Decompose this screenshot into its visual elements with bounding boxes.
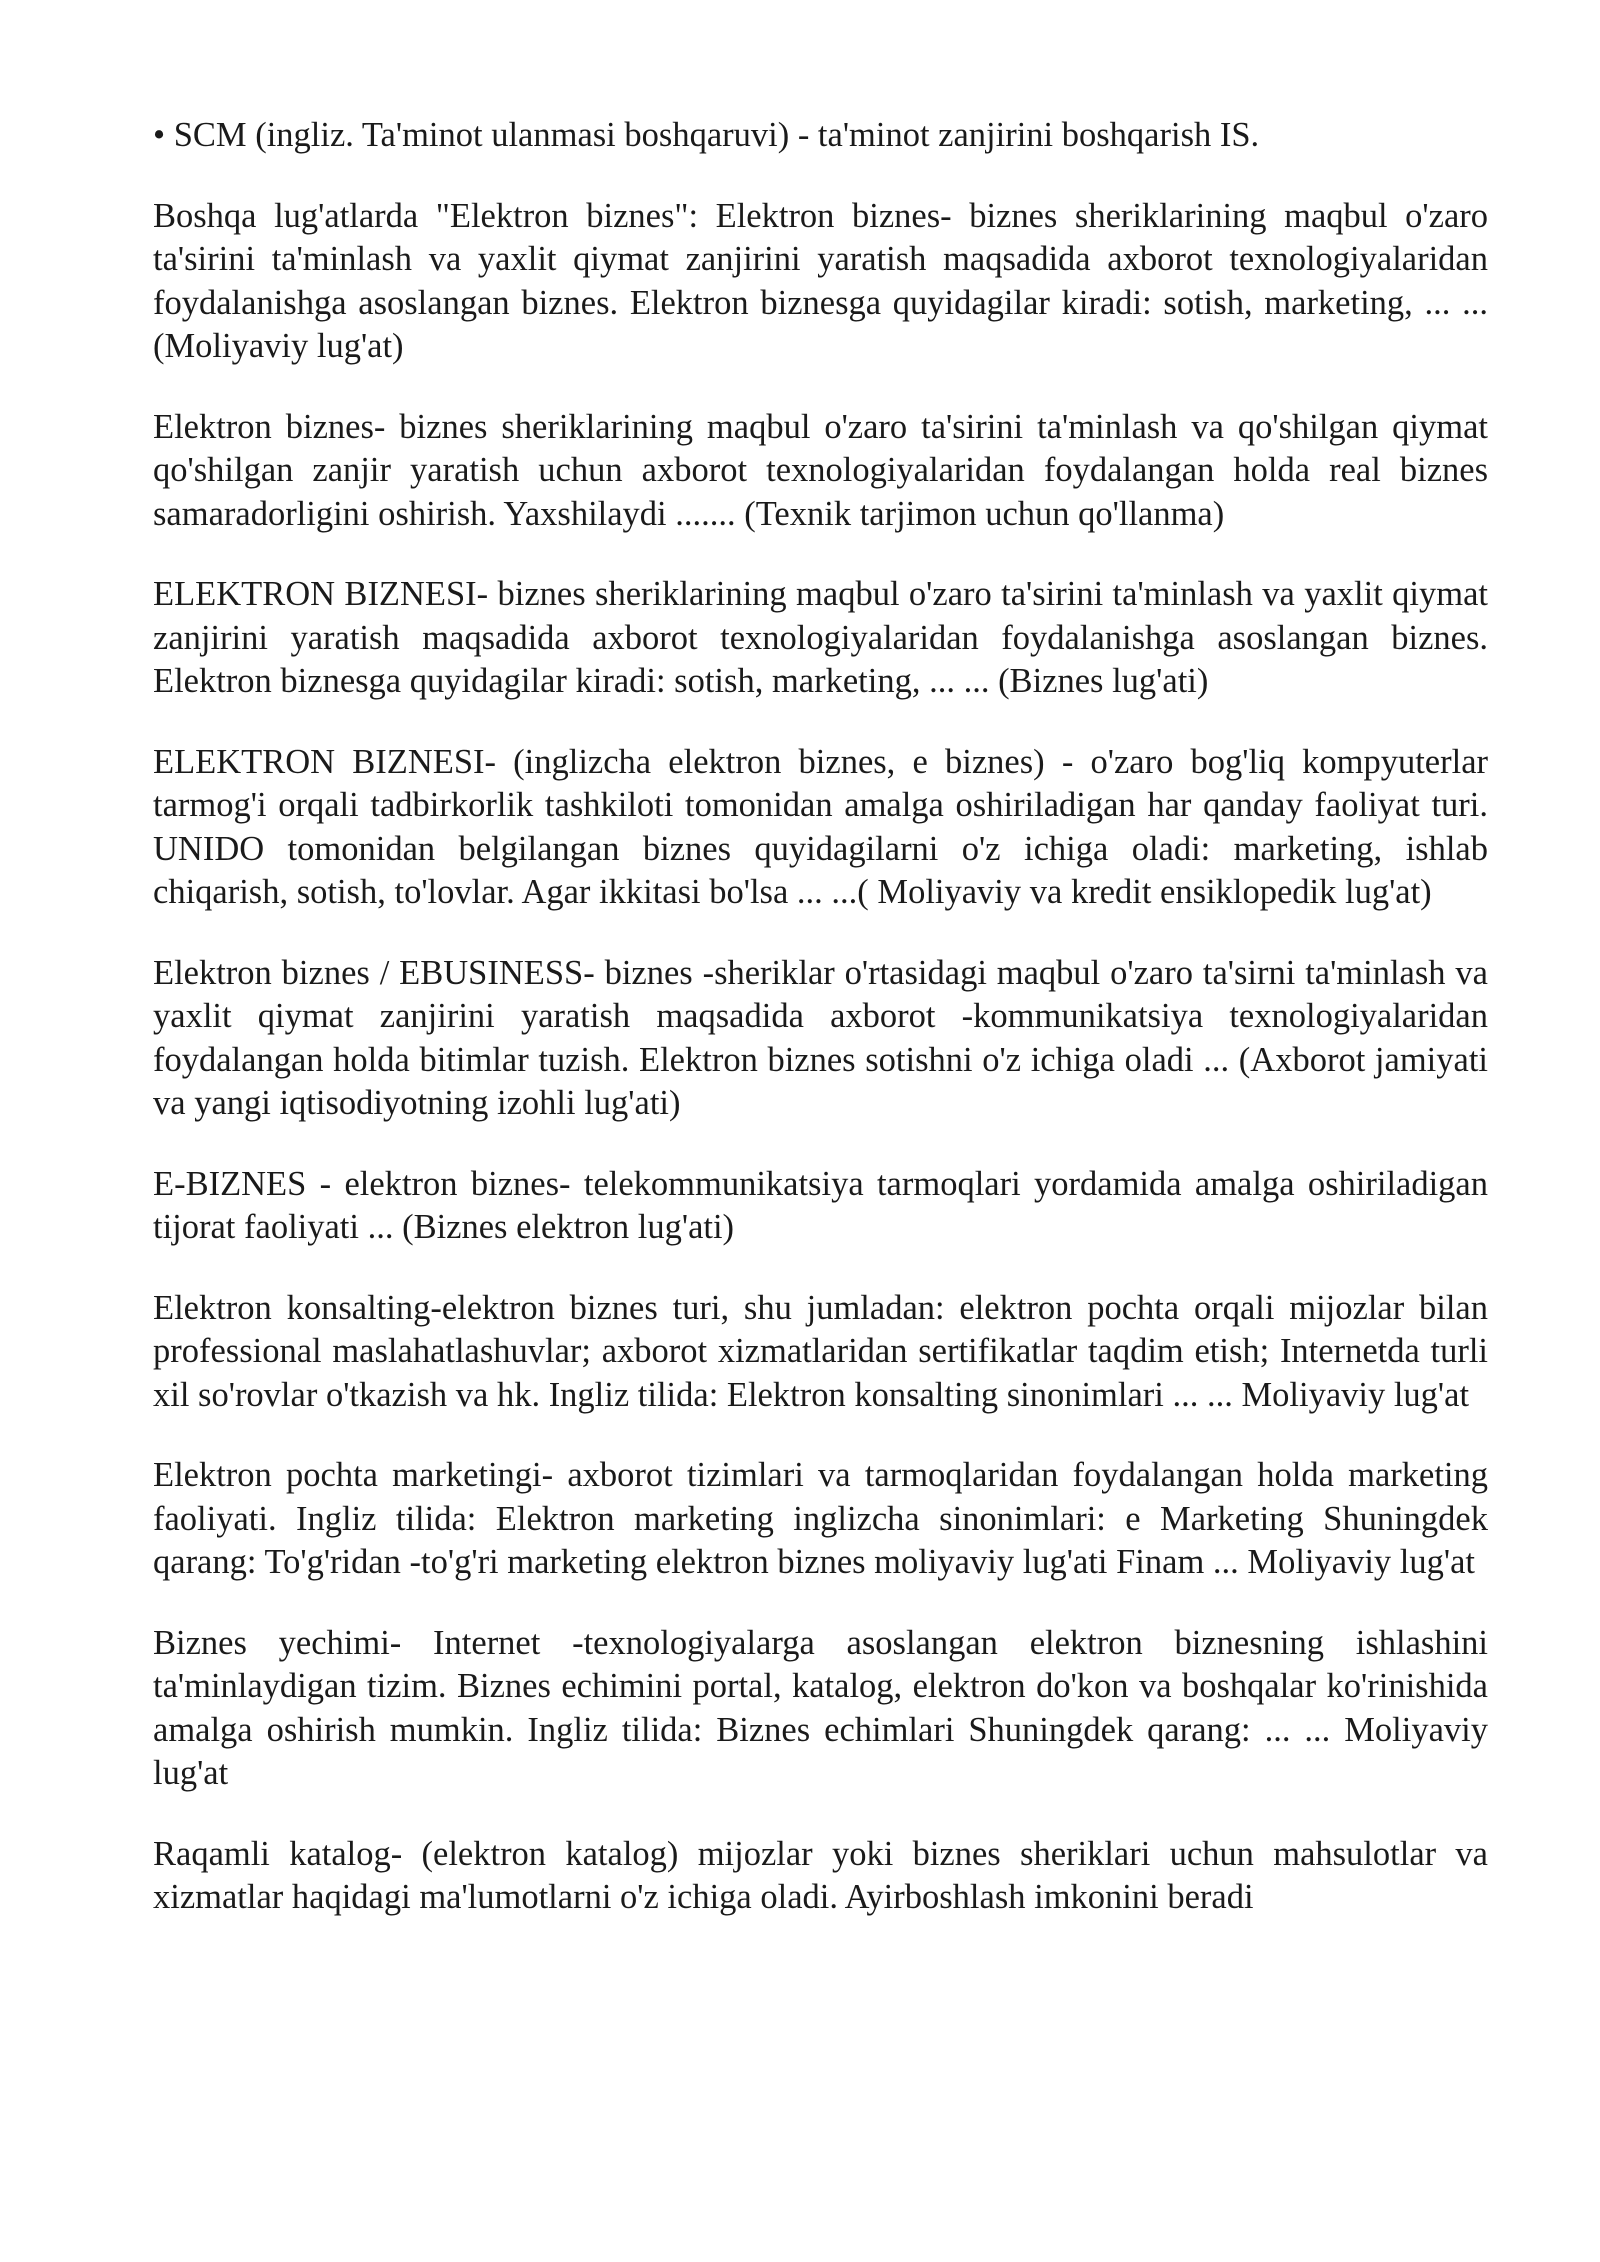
paragraph-business-dictionary: ELEKTRON BIZNESI- biznes sheriklarining maqbul o'zaro ta'sirini ta'minlash va yaxlit qiymat zanjirini yaratish maqsadida axborot texnologiyalaridan foydalanishga asoslangan biznes. Elektron biznesga quyidagilar kiradi: sotish, marketing, ... ... (Biznes lug'ati): [153, 575, 1488, 700]
document-body: [153, 114, 1488, 1920]
paragraph-scm-definition: • SCM (ingliz. Ta'minot ulanmasi boshqaruvi) - ta'minot zanjirini boshqarish IS.: [153, 116, 1260, 154]
paragraph-email-marketing: Elektron pochta marketingi- axborot tizimlari va tarmoqlaridan foydalangan holda marketing faoliyati. Ingliz tilida: Elektron marketing inglizcha sinonimlari: e Marketing Shuningdek qarang: To'g'ridan -to'g'ri marketing elektron biznes moliyaviy lug'ati Finam ... Moliyaviy lug'at: [153, 1456, 1488, 1581]
paragraph-technical-translator: Elektron biznes- biznes sheriklarining maqbul o'zaro ta'sirini ta'minlash va qo'shilgan qiymat qo'shilgan zanjir yaratish uchun axborot texnologiyalaridan foydalangan holda real biznes samaradorligini oshirish. Yaxshilaydi ....... (Texnik tarjimon uchun qo'llanma): [153, 407, 1488, 533]
paragraph-e-biznes: E-BIZNES - elektron biznes- telekommunikatsiya tarmoqlari yordamida amalga oshiriladigan tijorat faoliyati ... (Biznes elektron lug'ati): [153, 1164, 1488, 1246]
paragraph-digital-catalog: Raqamli katalog- (elektron katalog) mijozlar yoki biznes sheriklari uchun mahsulotlar va xizmatlar haqidagi ma'lumotlarni o'z ichiga oladi. Ayirboshlash imkonini beradi: [153, 1834, 1488, 1916]
paragraph-ebusiness: Elektron biznes / EBUSINESS- biznes -sheriklar o'rtasidagi maqbul o'zaro ta'sirni ta'minlash va yaxlit qiymat zanjirini yaratish maqsadida axborot -kommunikatsiya texnologiyalaridan foydalangan holda bitimlar tuzish. Elektron biznes sotishni o'z ichiga oladi ... (Axborot jamiyati va yangi iqtisodiyotning izohli lug'ati): [153, 953, 1488, 1122]
paragraph-e-consulting: Elektron konsalting-elektron biznes turi, shu jumladan: elektron pochta orqali mijozlar bilan professional maslahatlashuvlar; axborot xizmatlaridan sertifikatlar taqdim etish; Internetda turli xil so'rovlar o'tkazish va hk. Ingliz tilida: Elektron konsalting sinonimlari ... ... Moliyaviy lug'at: [153, 1288, 1488, 1414]
paragraph-other-dictionaries: Boshqa lug'atlarda "Elektron biznes": Elektron biznes- biznes sheriklarining maqbul o'zaro ta'sirini ta'minlash va yaxlit qiymat zanjirini yaratish maqsadida axborot texnologiyalaridan foydalanishga asoslangan biznes. Elektron biznesga quyidagilar kiradi: sotish, marketing, ... ... (Moliyaviy lug'at): [153, 196, 1488, 365]
paragraph-business-solution: Biznes yechimi- Internet -texnologiyalarga asoslangan elektron biznesning ishlashini ta'minlaydigan tizim. Biznes echimini portal, katalog, elektron do'kon va boshqalar ko'rinishida amalga oshirish mumkin. Ingliz tilida: Biznes echimlari Shuningdek qarang: ... ... Moliyaviy lug'at: [153, 1623, 1488, 1792]
paragraph-credit-encyclopedia: ELEKTRON BIZNESI- (inglizcha elektron biznes, e biznes) - o'zaro bog'liq kompyuterlar tarmog'i orqali tadbirkorlik tashkiloti tomonidan amalga oshiriladigan har qanday faoliyat turi. UNIDO tomonidan belgilangan biznes quyidagilarni o'z ichiga oladi: marketing, ishlab chiqarish, sotish, to'lovlar. Agar ikkitasi bo'lsa ... ...( Moliyaviy va kredit ensiklopedik lug'at): [153, 742, 1488, 911]
